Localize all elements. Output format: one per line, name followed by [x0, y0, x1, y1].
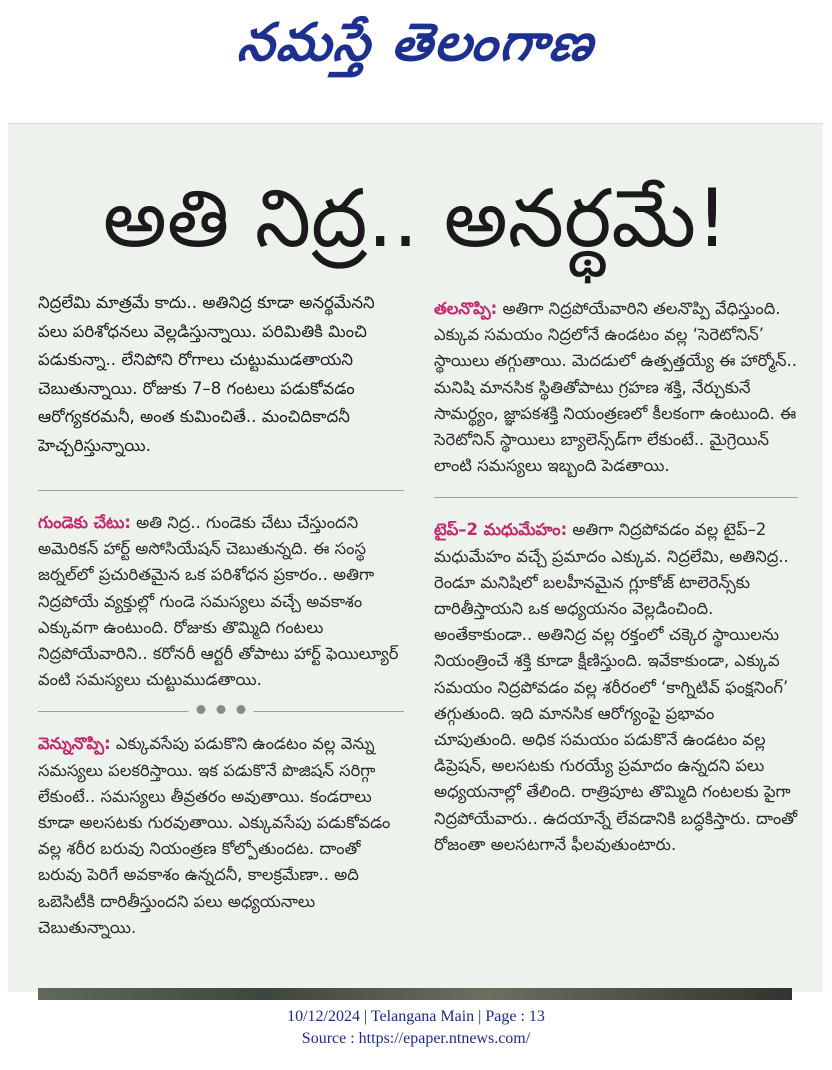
newspaper-logo: నమస్తే తెలంగాణ: [234, 12, 598, 73]
right-column: [434, 296, 798, 858]
edition-info: 10/12/2024 | Telangana Main | Page : 13: [287, 1008, 545, 1025]
source-link[interactable]: Source : https://epaper.ntnews.com/: [301, 1030, 531, 1047]
section-body: అతిగా నిద్రపోవడం వల్ల టైప్–2 మధుమేహం వచ్చే ప్రమాదం ఎక్కువ. నిద్రలేమి, అతినిద్ర.. రెండూ మనిషిలో బలహీనమైన గ్లూకోజ్ టాలెరెన్స్‌కు దారితీస్తాయని ఒక అధ్యయనం వెల్లడించింది. అంతేకాకుండా.. అతినిద్ర వల్ల రక్తంలో చక్కెర స్థాయిలను నియంత్రించే శక్తి కూడా క్షీణిస్తుంది. ఇవేకాకుండా, ఎక్కువ సమయం నిద్రపోవడం వల్ల శరీరంలో ‘కాగ్నిటివ్ ఫంక్షనింగ్’ తగ్గుతుంది. ఇది మానసిక ఆరోగ్యంపై ప్రభావం చూపుతుంది. అధిక సమయం పడుకొనే ఉండటం వల్ల డిప్రెషన్, అలసటకు గురయ్యే ప్రమాదం ఉన్నదని పలు అధ్యయనాల్లో తేలింది. రాత్రిపూట తొమ్మిది గంటలకు పైగా నిద్రపోయేవారు.. ఉదయాన్నే లేవడానికి బద్ధకిస్తారు. దాంతో రోజంతా అలసటగానే ఫీలవుతుంటారు.: [434, 520, 798, 854]
section-heart: [38, 510, 404, 693]
article-clipping: [8, 123, 823, 992]
separator-dots: [38, 697, 404, 727]
article-intro: నిద్రలేమి మాత్రమే కాదు.. అతినిద్ర కూడా అనర్థమేనని పలు పరిశోధనలు వెల్లడిస్తున్నాయి. పరిమితికి మించి పడుకున్నా.. లేనిపోని రోగాలు చుట్టుముడతాయని చెబుతున్నాయి. రోజుకు 7–8 గంటలు పడుకోవడం ఆరోగ్యకరమనీ, అంత కుమించితే.. మంచిదికాదనీ హెచ్చరిస్తున్నాయి.: [38, 293, 375, 455]
section-heading: తలనొప్పి:: [434, 299, 498, 318]
section-heading: టైప్–2 మధుమేహం:: [434, 520, 568, 540]
section-heading: వెన్నునొప్పి:: [38, 734, 111, 754]
section-diabetes: [434, 517, 798, 858]
dot-icon: [217, 705, 226, 714]
section-body: ఎక్కువసేపు పడుకొని ఉండటం వల్ల వెన్ను సమస్యలు పలకరిస్తాయి. ఇక పడుకొనే పొజిషన్ సరిగ్గా లేకుంటే.. సమస్యలు తీవ్రతరం అవుతాయి. కండరాలు కూడా అలసటకు గురవుతాయి. ఎక్కువసేపు పడుకోవడం వల్ల శరీర బరువు నియంత్రణ కోల్పోతుందట. దాంతో బరువు పెరిగే అవకాశం ఉన్నదనీ, కాలక్రమేణా.. అది ఒబెసిటీకి దారితీస్తుందని పలు అధ్యయనాలు చెబుతున్నాయి.: [38, 734, 391, 937]
dot-icon: [197, 705, 206, 714]
dot-icon: [237, 705, 246, 714]
separator: [434, 483, 798, 513]
masthead: [0, 0, 832, 96]
separator: [38, 476, 404, 506]
section-headache: [434, 296, 798, 479]
section-body: అతిగా నిద్రపోయేవారిని తలనొప్పి వేధిస్తుంది. ఎక్కువ సమయం నిద్రలోనే ఉండటం వల్ల ‘సెరెటోనిన్’ స్థాయిలు తగ్గుతాయి. మెదడులో ఉత్పత్తయ్యే ఈ హార్మోన్.. మనిషి మానసిక స్థితితోపాటు గ్రహణ శక్తి, నేర్చుకునే సామర్థ్యం, జ్ఞాపకశక్తి నియంత్రణలో కీలకంగా ఉంటుంది. ఈ సెరెటోనిన్ స్థాయిలు బ్యాలెన్స్‌డ్‌గా లేకుంటే.. మైగ్రెయిన్ లాంటి సమస్యలు ఇబ్బంది పెడతాయి.: [434, 299, 797, 476]
photo-strip: [38, 988, 792, 1000]
left-column: [38, 289, 404, 941]
section-heading: గుండెకు చేటు:: [38, 513, 131, 532]
section-body: అతి నిద్ర.. గుండెకు చేటు చేస్తుందని అమెరికన్ హార్ట్ అసోసియేషన్ చెబుతున్నది. ఈ సంస్థ జర్నల్‌లో ప్రచురితమైన ఒక పరిశోధన ప్రకారం.. అతిగా నిద్రపోయే వ్యక్తుల్లో గుండె సమస్యలు వచ్చే అవకాశం ఎక్కువగా ఉంటుంది. రోజుకు తొమ్మిది గంటలు నిద్రపోయేవారిని.. కరోనరీ ఆర్టరీ తోపాటు హార్ట్ ఫెయిల్యూర్ వంటి సమస్యలు చుట్టుముడతాయి.: [38, 513, 399, 690]
section-backpain: [38, 731, 404, 941]
article-headline: అతి నిద్ర.. అనర్థమే!: [102, 172, 729, 265]
